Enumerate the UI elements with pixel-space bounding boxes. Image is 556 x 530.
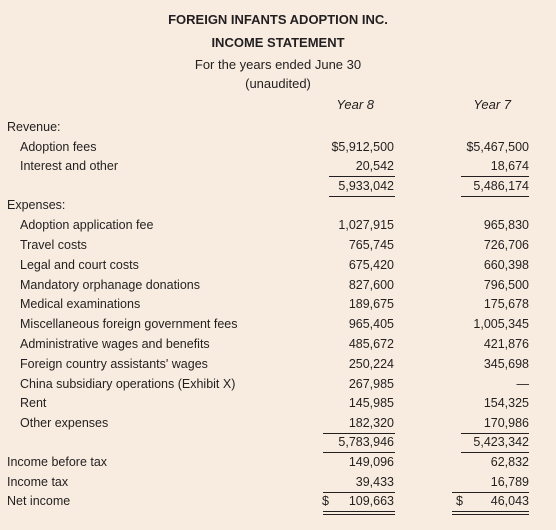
revenue-heading-row (0, 120, 556, 139)
column-year8: Year 8 (336, 97, 374, 112)
row-label: Legal and court costs (20, 258, 139, 272)
value-year8: 5,933,042 (338, 179, 394, 193)
value-year7: $5,467,500 (466, 140, 529, 154)
subtotal-rule (323, 433, 395, 434)
value-year8: 267,985 (348, 377, 394, 391)
value-year8: 5,783,946 (338, 435, 394, 449)
value-year8: 765,745 (348, 238, 394, 252)
table-row (0, 238, 556, 257)
double-rule (323, 511, 395, 515)
row-label: Income tax (7, 475, 69, 489)
row-label: China subsidiary operations (Exhibit X) (20, 377, 236, 391)
subtotal-rule (323, 492, 395, 493)
value-year8: 189,675 (348, 297, 394, 311)
table-row (0, 278, 556, 297)
currency-symbol: $ (456, 494, 463, 508)
row-label: Interest and other (20, 159, 118, 173)
row-label: Adoption application fee (20, 218, 154, 232)
table-row (0, 317, 556, 336)
row-label: Travel costs (20, 238, 87, 252)
table-row (0, 396, 556, 415)
value-year7: 726,706 (483, 238, 529, 252)
table-row (0, 218, 556, 237)
value-year8: 675,420 (348, 258, 394, 272)
total-rule (329, 196, 395, 197)
value-year7: 345,698 (483, 357, 529, 371)
total-rule (323, 452, 395, 453)
subtotal-rule (461, 433, 529, 434)
value-year8: 109,663 (348, 494, 394, 508)
row-label: Rent (20, 396, 47, 410)
value-year8: 827,600 (348, 278, 394, 292)
value-year8: 149,096 (348, 455, 394, 469)
company-name: FOREIGN INFANTS ADOPTION INC. (168, 12, 388, 27)
value-year7: 796,500 (483, 278, 529, 292)
value-year7: 5,423,342 (473, 435, 529, 449)
value-year7: 5,486,174 (473, 179, 529, 193)
value-year7: 170,986 (483, 416, 529, 430)
value-year7: 421,876 (483, 337, 529, 351)
row-label: Adoption fees (20, 140, 97, 154)
value-year8: 20,542 (355, 159, 394, 173)
value-year8: 39,433 (355, 475, 394, 489)
value-year7: 175,678 (483, 297, 529, 311)
row-label: Income before tax (7, 455, 108, 469)
table-row (0, 377, 556, 396)
value-year7: 46,043 (490, 494, 529, 508)
value-year8: 145,985 (348, 396, 394, 410)
table-row (0, 258, 556, 277)
statement-period: For the years ended June 30 (194, 57, 362, 72)
value-year7: 965,830 (483, 218, 529, 232)
row-label: Foreign country assistants' wages (20, 357, 208, 371)
value-year8: 182,320 (348, 416, 394, 430)
table-row (0, 297, 556, 316)
revenue-heading: Revenue: (7, 120, 61, 134)
value-year7: 16,789 (490, 475, 529, 489)
table-row (0, 337, 556, 356)
statement-title: INCOME STATEMENT (211, 35, 345, 50)
row-label: Medical examinations (20, 297, 141, 311)
table-row (0, 455, 556, 474)
expenses-heading-row (0, 198, 556, 217)
unaudited-note: (unaudited) (245, 76, 311, 91)
total-rule (461, 452, 529, 453)
column-year7: Year 7 (473, 97, 511, 112)
table-row (0, 357, 556, 376)
row-label: Miscellaneous foreign government fees (20, 317, 238, 331)
total-rule (461, 196, 529, 197)
value-year8: 965,405 (348, 317, 394, 331)
value-year7: — (516, 377, 529, 391)
value-year7: 154,325 (483, 396, 529, 410)
table-row (0, 140, 556, 159)
row-label: Net income (7, 494, 71, 508)
row-label: Administrative wages and benefits (20, 337, 210, 351)
row-label: Other expenses (20, 416, 109, 430)
expenses-heading: Expenses: (7, 198, 66, 212)
value-year7: 1,005,345 (473, 317, 529, 331)
value-year8: 1,027,915 (338, 218, 394, 232)
row-label: Mandatory orphanage donations (20, 278, 200, 292)
value-year7: 62,832 (490, 455, 529, 469)
double-rule (452, 511, 529, 515)
currency-symbol: $ (322, 494, 329, 508)
value-year7: 660,398 (483, 258, 529, 272)
subtotal-rule (461, 176, 529, 177)
value-year7: 18,674 (490, 159, 529, 173)
subtotal-rule (329, 176, 395, 177)
value-year8: 250,224 (348, 357, 394, 371)
subtotal-rule (452, 492, 529, 493)
value-year8: $5,912,500 (331, 140, 394, 154)
value-year8: 485,672 (348, 337, 394, 351)
